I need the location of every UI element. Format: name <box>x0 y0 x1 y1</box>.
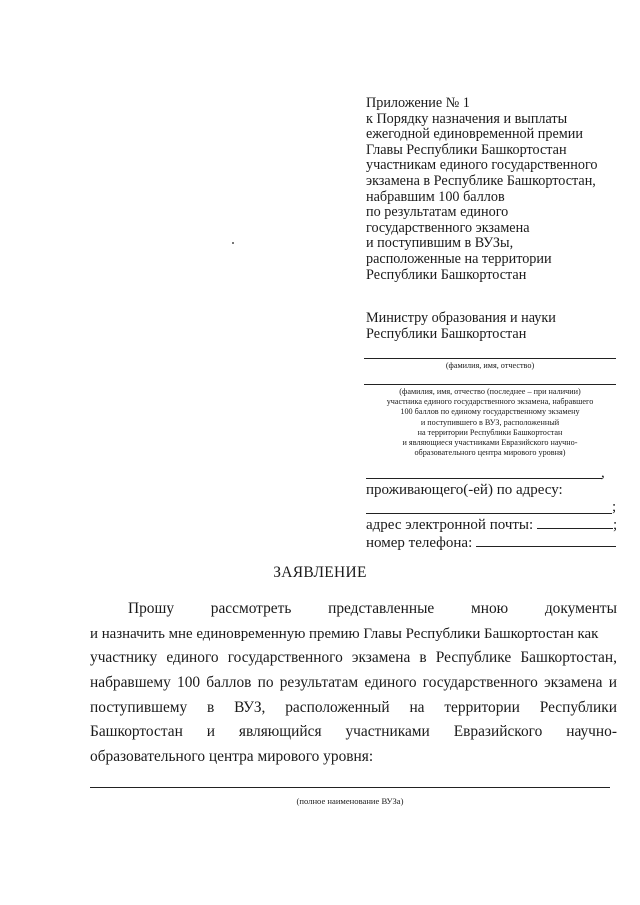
appendix-line: Приложение № 1 <box>366 95 470 111</box>
applicant-hint-line: и являющиеся участниками Евразийского научно- <box>402 438 578 448</box>
address-semicolon: ; <box>612 499 617 515</box>
word: результатам <box>279 674 359 691</box>
word: расположенный <box>285 699 390 716</box>
word: участниками <box>345 723 430 740</box>
residing-label: проживающего(-ей) по адресу: <box>366 482 563 498</box>
phone-label: номер телефона: <box>366 535 473 551</box>
applicant-hint-line: образовательного центра мирового уровня) <box>414 448 566 458</box>
appendix-header <box>366 96 616 283</box>
phone-field[interactable] <box>476 533 616 547</box>
word: 100 <box>177 674 201 691</box>
applicant-extra-line <box>366 478 602 479</box>
appendix-line: набравшим 100 баллов <box>366 188 505 205</box>
applicant-hint-line: участника единого государственного экзамена, набравшего <box>386 397 594 407</box>
email-semicolon: ; <box>612 517 618 533</box>
minister-name-line <box>364 358 616 359</box>
appendix-line: Республики Башкортостан <box>366 266 527 283</box>
word: мною <box>470 600 509 617</box>
university-name-hint: (полное наименование ВУЗа) <box>296 796 404 806</box>
word: рассмотреть <box>210 600 292 617</box>
appendix-line: государственного экзамена <box>366 219 530 236</box>
word: Башкортостан, <box>520 649 617 666</box>
addressee-line: Министру образования и науки <box>366 310 556 326</box>
word: научно- <box>566 723 617 740</box>
word: Прошу <box>128 600 175 617</box>
statement-line-1 <box>128 599 617 619</box>
word: на <box>409 699 425 716</box>
email-label: адрес электронной почты: <box>366 517 534 533</box>
applicant-hint-line: и поступившего в ВУЗ, расположенный <box>420 417 560 427</box>
statement-line-5 <box>90 698 617 718</box>
appendix-line: участникам единого государственного <box>366 157 598 174</box>
appendix-line: к Порядку назначения и выплаты <box>366 110 568 127</box>
appendix-line: по результатам единого <box>366 204 509 221</box>
appendix-line: Главы Республики Башкортостан <box>366 141 567 158</box>
word: документы <box>544 600 617 617</box>
word: государственного <box>227 649 343 666</box>
email-field[interactable] <box>537 515 613 529</box>
statement-line-6 <box>90 722 617 742</box>
applicant-hint <box>364 387 616 458</box>
appendix-line: ежегодной единовременной премии <box>366 126 583 143</box>
word: ВУЗ, <box>234 699 266 716</box>
word: Республике <box>435 649 512 666</box>
word: экзамена <box>351 649 411 666</box>
appendix-line: расположенные на территории <box>366 250 552 267</box>
word: Республики <box>539 699 617 716</box>
word: Евразийского <box>453 723 543 740</box>
phone-row <box>366 533 616 553</box>
applicant-hint-line: (фамилия, имя, отчество (последнее – при наличии) <box>399 387 581 396</box>
statement-line-3 <box>90 648 617 668</box>
word: единого <box>364 674 417 691</box>
statement-title: ЗАЯВЛЕНИЕ <box>273 564 367 581</box>
email-row <box>366 515 617 535</box>
word: баллов <box>206 674 252 691</box>
word: Башкортостан <box>90 723 183 740</box>
appendix-line: экзамена в Республике Башкортостан, <box>366 172 596 189</box>
appendix-line: и поступившим в ВУЗы, <box>366 235 514 252</box>
word: территории <box>444 699 520 716</box>
university-name-field[interactable] <box>90 787 610 788</box>
word: участнику <box>90 649 158 666</box>
word: экзамена <box>544 674 603 691</box>
word: набравшему <box>90 674 171 691</box>
applicant-hint-line: на территории Республики Башкортостан <box>417 427 563 437</box>
word: являющийся <box>238 723 322 740</box>
scan-speck <box>232 242 234 244</box>
address-line <box>366 513 612 514</box>
word: государственного <box>422 674 538 691</box>
minister-name-hint: (фамилия, имя, отчество) <box>445 361 535 370</box>
word: единого <box>166 649 219 666</box>
word: в <box>207 699 215 716</box>
statement-line-7: образовательного центра мирового уровня: <box>90 748 374 765</box>
word: и <box>608 674 617 691</box>
statement-line-2: и назначить мне единовременную премию Главы Республики Башкортостан как <box>90 626 599 642</box>
word: представленные <box>328 600 435 617</box>
applicant-hint-line: 100 баллов по единому государственному экзамену <box>400 407 580 417</box>
word: и <box>206 723 215 740</box>
word: поступившему <box>90 699 188 716</box>
addressee-line: Республики Башкортостан <box>366 325 527 342</box>
applicant-name-line <box>364 384 616 385</box>
word: по <box>257 674 274 691</box>
addressee-block <box>366 311 616 342</box>
word: в <box>419 649 427 666</box>
statement-line-4 <box>90 673 617 693</box>
applicant-extra-comma: , <box>601 465 605 481</box>
